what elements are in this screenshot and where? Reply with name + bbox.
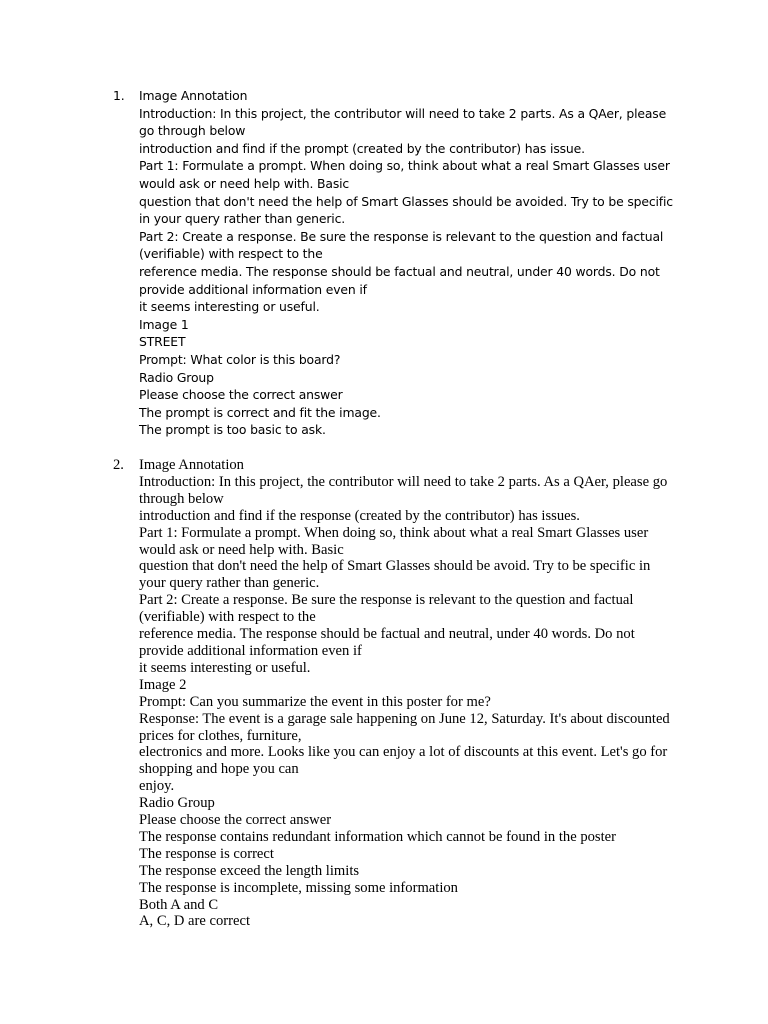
answer-option: A, C, D are correct bbox=[139, 913, 251, 930]
response-text: Response: The event is a garage sale happening on June 12, Saturday. It's about discounted prices for clothes, furniture, bbox=[139, 710, 670, 744]
answer-option: Both A and C bbox=[139, 896, 219, 913]
list-item-number: 2. bbox=[113, 457, 124, 473]
list-item-number: 1. bbox=[113, 88, 125, 103]
introduction-text: Introduction: In this project, the contributor will need to take 2 parts. As a QAer, please go through below bbox=[139, 105, 667, 139]
item-title: Image Annotation bbox=[139, 88, 248, 103]
answer-option: The response is correct bbox=[139, 845, 274, 862]
introduction-text: introduction and find if the prompt (created by the contributor) has issue. bbox=[139, 140, 585, 156]
item-title: Image Annotation bbox=[139, 457, 244, 473]
part-2-text: reference media. The response should be factual and neutral, under 40 words. Do not provide additional information even if bbox=[139, 626, 635, 659]
question-instruction: Please choose the correct answer bbox=[139, 812, 332, 829]
question-instruction: Please choose the correct answer bbox=[139, 387, 343, 403]
list-item-body bbox=[139, 457, 671, 930]
part-2-text: Part 2: Create a response. Be sure the response is relevant to the question and factual (verifiable) with respect to the bbox=[139, 228, 664, 262]
image-label: Image 2 bbox=[139, 676, 187, 693]
answer-option: The prompt is too basic to ask. bbox=[139, 422, 326, 438]
answer-option: The prompt is correct and fit the image. bbox=[139, 404, 381, 420]
part-2-text: reference media. The response should be factual and neutral, under 40 words. Do not provide additional information even if bbox=[139, 263, 660, 297]
part-1-text: question that don't need the help of Smart Glasses should be avoided. Try to be specific in your query rather than generic. bbox=[139, 193, 673, 227]
prompt-text: Prompt: Can you summarize the event in this poster for me? bbox=[139, 693, 491, 710]
response-text: enjoy. bbox=[139, 778, 175, 795]
part-2-text: it seems interesting or useful. bbox=[139, 659, 311, 676]
list-item-1 bbox=[113, 87, 673, 439]
image-label: Image 1 bbox=[139, 316, 189, 332]
introduction-text: introduction and find if the response (created by the contributor) has issues. bbox=[139, 507, 580, 524]
radio-group-label: Radio Group bbox=[139, 369, 214, 385]
list-item-2 bbox=[113, 457, 671, 930]
list-item-body bbox=[139, 87, 673, 439]
answer-option: The response exceed the length limits bbox=[139, 862, 360, 879]
prompt-text: Prompt: What color is this board? bbox=[139, 351, 341, 367]
part-1-text: question that don't need the help of Smart Glasses should be avoid. Try to be specific in your query rather than generic. bbox=[139, 558, 651, 592]
introduction-text: Introduction: In this project, the contributor will need to take 2 parts. As a QAer, please go through below bbox=[139, 473, 668, 507]
answer-option: The response is incomplete, missing some information bbox=[139, 879, 458, 896]
image-category: STREET bbox=[139, 334, 186, 350]
part-2-text: it seems interesting or useful. bbox=[139, 299, 320, 315]
part-1-text: Part 1: Formulate a prompt. When doing so, think about what a real Smart Glasses user would ask or need help with. Basic bbox=[139, 158, 670, 191]
response-text: electronics and more. Looks like you can enjoy a lot of discounts at this event. Let's go for shopping and hope you can bbox=[139, 744, 668, 778]
part-1-text: Part 1: Formulate a prompt. When doing so, think about what a real Smart Glasses user would ask or need help with. Basic bbox=[139, 524, 649, 558]
part-2-text: Part 2: Create a response. Be sure the response is relevant to the question and factual (verifiable) with respect to the bbox=[139, 592, 634, 626]
answer-option: The response contains redundant information which cannot be found in the poster bbox=[139, 828, 617, 845]
radio-group-label: Radio Group bbox=[139, 795, 215, 812]
